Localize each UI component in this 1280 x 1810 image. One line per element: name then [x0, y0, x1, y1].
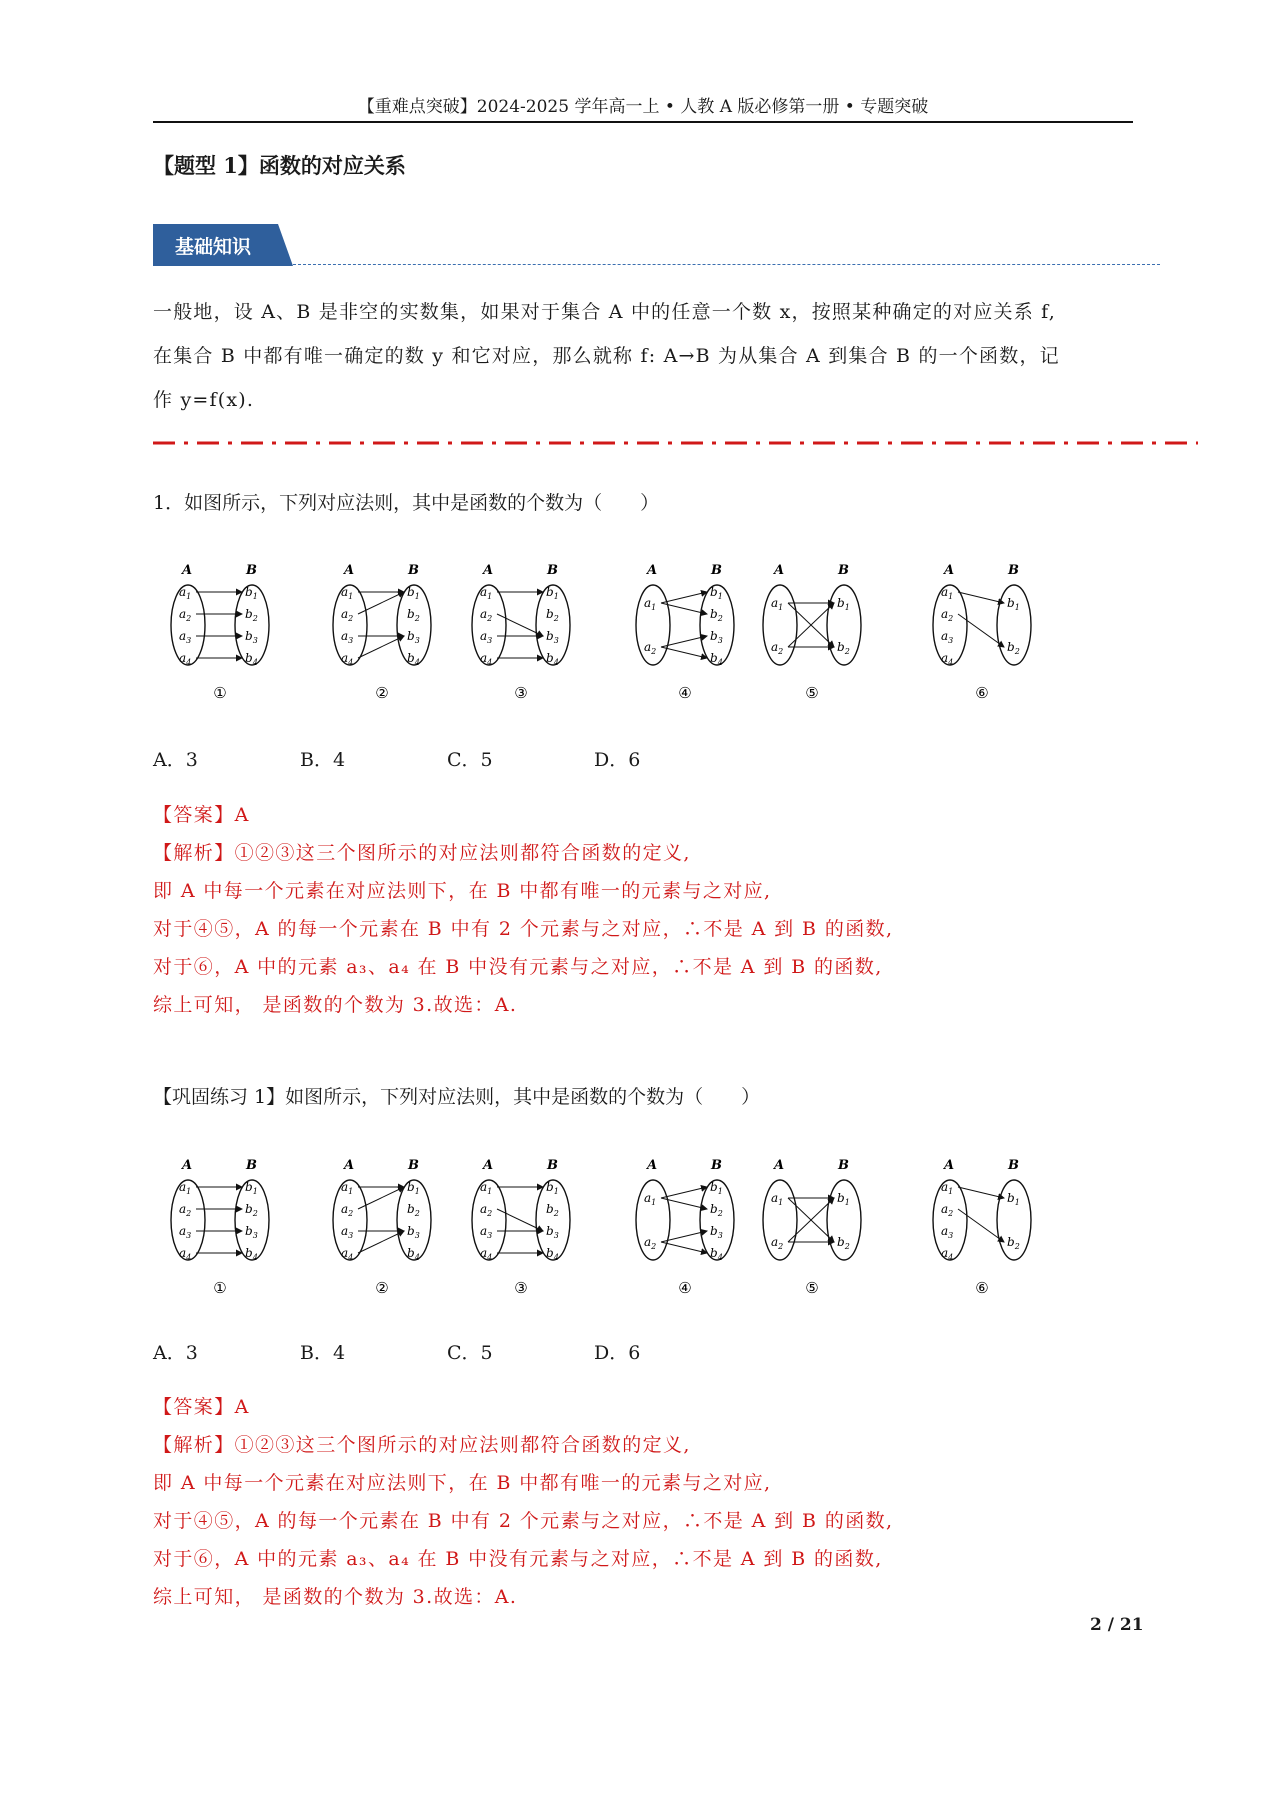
mapping-arrow	[958, 1187, 1004, 1198]
set-a-label: A	[774, 563, 785, 578]
option-c[interactable]: C．5	[447, 749, 493, 771]
element-a: $a_2$	[644, 640, 657, 656]
element-a: $a_3$	[480, 629, 493, 645]
section-title: 【题型 1】函数的对应关系	[153, 153, 406, 178]
basics-dashed-rule	[293, 264, 1160, 265]
element-a: $a_1$	[771, 1191, 784, 1207]
element-a: $a_2$	[480, 1202, 493, 1218]
element-a: $a_3$	[341, 629, 354, 645]
set-a-label: A	[483, 563, 494, 578]
element-b: $b_2$	[407, 607, 420, 623]
element-a: $a_2$	[941, 607, 954, 623]
diagram-label: ②	[375, 1279, 389, 1297]
mapping-arrow	[661, 1242, 707, 1253]
practice-1-analysis-1: 【解析】①②③这三个图所示的对应法则都符合函数的定义,	[153, 1434, 691, 1456]
element-a: $a_2$	[179, 1202, 192, 1218]
mapping-arrow	[958, 592, 1004, 603]
set-a-label: A	[647, 563, 658, 578]
q1-diagram-4	[625, 550, 755, 710]
element-a: $a_4$	[341, 1246, 354, 1262]
element-b: $b_3$	[407, 1224, 420, 1240]
element-a: $a_4$	[480, 651, 493, 667]
element-a: $a_3$	[341, 1224, 354, 1240]
element-b: $b_2$	[546, 607, 559, 623]
element-a: $a_1$	[644, 596, 657, 612]
diagram-label: ①	[213, 684, 227, 702]
element-b: $b_2$	[837, 1235, 850, 1251]
practice-1-analysis-4: 对于⑥，A 中的元素 a₃、a₄ 在 B 中没有元素与之对应，∴不是 A 到 B 的函数,	[153, 1548, 883, 1570]
option-b[interactable]: B．4	[300, 749, 346, 771]
element-b: $b_1$	[546, 1180, 559, 1196]
diagram-label: ③	[514, 684, 528, 702]
set-b-label: B	[547, 1158, 558, 1173]
practice-1-analysis-3: 对于④⑤，A 的每一个元素在 B 中有 2 个元素与之对应，∴不是 A 到 B 的函数,	[153, 1510, 894, 1532]
element-a: $a_2$	[480, 607, 493, 623]
set-a-label: A	[483, 1158, 494, 1173]
element-b: $b_1$	[407, 1180, 420, 1196]
q1-diagram-5	[752, 550, 882, 710]
set-a-label: A	[182, 1158, 193, 1173]
element-b: $b_1$	[245, 1180, 258, 1196]
set-b-label: B	[408, 1158, 419, 1173]
element-b: $b_2$	[546, 1202, 559, 1218]
element-b: $b_2$	[245, 1202, 258, 1218]
element-b: $b_2$	[710, 607, 723, 623]
element-a: $a_2$	[341, 1202, 354, 1218]
practice-1-answer: 【答案】A	[153, 1396, 250, 1418]
option-d[interactable]: D．6	[594, 1342, 641, 1364]
element-a: $a_2$	[771, 1235, 784, 1251]
set-a-label: A	[944, 1158, 955, 1173]
element-a: $a_1$	[341, 585, 354, 601]
set-b-label: B	[1008, 563, 1019, 578]
q1-diagram-1	[160, 550, 290, 710]
set-b-label: B	[711, 1158, 722, 1173]
element-a: $a_3$	[941, 1224, 954, 1240]
element-a: $a_1$	[179, 585, 192, 601]
p1-diagram-5	[752, 1145, 882, 1305]
question-1-analysis-5: 综上可知， 是函数的个数为 3.故选：A.	[153, 994, 518, 1016]
element-a: $a_1$	[771, 596, 784, 612]
question-1-options	[153, 745, 741, 772]
practice-1-diagrams	[0, 1145, 1280, 1305]
element-a: $a_4$	[941, 1246, 954, 1262]
element-a: $a_2$	[341, 607, 354, 623]
element-b: $b_2$	[407, 1202, 420, 1218]
p1-diagram-2	[322, 1145, 452, 1305]
q1-diagram-3	[461, 550, 591, 710]
set-b-label: B	[838, 563, 849, 578]
element-b: $b_1$	[1007, 1191, 1020, 1207]
practice-1-stem: 【巩固练习 1】如图所示，下列对应法则，其中是函数的个数为（ ）	[153, 1086, 761, 1108]
element-b: $b_2$	[837, 640, 850, 656]
set-b-label: B	[711, 563, 722, 578]
element-b: $b_4$	[546, 651, 559, 667]
element-a: $a_1$	[941, 585, 954, 601]
question-1-stem: 1．如图所示，下列对应法则，其中是函数的个数为（ ）	[153, 492, 660, 514]
element-a: $a_1$	[480, 1180, 493, 1196]
set-a-label: A	[647, 1158, 658, 1173]
element-b: $b_1$	[407, 585, 420, 601]
header-rule	[153, 121, 1133, 123]
diagram-label: ②	[375, 684, 389, 702]
element-a: $a_4$	[179, 1246, 192, 1262]
element-b: $b_4$	[407, 651, 420, 667]
mapping-arrow	[661, 1187, 707, 1198]
element-a: $a_1$	[941, 1180, 954, 1196]
element-b: $b_3$	[710, 1224, 723, 1240]
q1-diagram-2	[322, 550, 452, 710]
element-b: $b_2$	[1007, 1235, 1020, 1251]
diagram-label: ④	[678, 684, 692, 702]
set-a-label: A	[182, 563, 193, 578]
page-number: 2 / 21	[1090, 1615, 1144, 1635]
element-a: $a_1$	[179, 1180, 192, 1196]
element-b: $b_4$	[245, 651, 258, 667]
element-a: $a_4$	[341, 651, 354, 667]
element-a: $a_1$	[341, 1180, 354, 1196]
element-b: $b_2$	[245, 607, 258, 623]
p1-diagram-4	[625, 1145, 755, 1305]
element-b: $b_3$	[546, 1224, 559, 1240]
question-1-analysis-3: 对于④⑤，A 的每一个元素在 B 中有 2 个元素与之对应，∴不是 A 到 B 的函数,	[153, 918, 894, 940]
diagram-label: ⑤	[805, 684, 819, 702]
diagram-label: ①	[213, 1279, 227, 1297]
p1-diagram-1	[160, 1145, 290, 1305]
diagram-label: ⑥	[975, 684, 989, 702]
element-b: $b_4$	[546, 1246, 559, 1262]
element-b: $b_3$	[407, 629, 420, 645]
set-a-label: A	[774, 1158, 785, 1173]
p1-diagram-3	[461, 1145, 591, 1305]
basics-tab-label: 基础知识	[175, 236, 252, 258]
q1-diagram-6	[922, 550, 1052, 710]
definition-line-1: 一般地，设 A、B 是非空的实数集，如果对于集合 A 中的任意一个数 x，按照某种确定的对应关系 f,	[153, 301, 1056, 323]
practice-1-options	[153, 1338, 741, 1365]
element-a: $a_4$	[480, 1246, 493, 1262]
element-a: $a_1$	[480, 585, 493, 601]
element-b: $b_3$	[245, 629, 258, 645]
element-a: $a_3$	[179, 1224, 192, 1240]
set-a-label: A	[344, 1158, 355, 1173]
element-a: $a_2$	[644, 1235, 657, 1251]
option-b[interactable]: B．4	[300, 1342, 346, 1364]
element-a: $a_3$	[179, 629, 192, 645]
element-a: $a_3$	[941, 629, 954, 645]
element-b: $b_2$	[1007, 640, 1020, 656]
red-dash-divider	[153, 440, 1198, 446]
set-b-label: B	[1008, 1158, 1019, 1173]
question-1-analysis-4: 对于⑥，A 中的元素 a₃、a₄ 在 B 中没有元素与之对应，∴不是 A 到 B 的函数,	[153, 956, 883, 978]
practice-1-analysis-5: 综上可知， 是函数的个数为 3.故选：A.	[153, 1586, 518, 1608]
element-a: $a_4$	[179, 651, 192, 667]
element-a: $a_3$	[480, 1224, 493, 1240]
set-a-label: A	[344, 563, 355, 578]
element-a: $a_2$	[179, 607, 192, 623]
set-b-label: B	[838, 1158, 849, 1173]
set-b-label: B	[408, 563, 419, 578]
definition-line-3: 作 y=f(x).	[153, 389, 255, 411]
set-b-label: B	[547, 563, 558, 578]
set-b-label: B	[246, 1158, 257, 1173]
element-a: $a_1$	[644, 1191, 657, 1207]
option-d[interactable]: D．6	[594, 749, 641, 771]
element-b: $b_1$	[710, 1180, 723, 1196]
mapping-arrow	[661, 647, 707, 658]
element-a: $a_4$	[941, 651, 954, 667]
p1-diagram-6	[922, 1145, 1052, 1305]
set-a-label: A	[944, 563, 955, 578]
element-b: $b_1$	[837, 596, 850, 612]
diagram-label: ⑥	[975, 1279, 989, 1297]
option-a[interactable]: A．3	[153, 749, 198, 771]
mapping-arrow	[661, 592, 707, 603]
diagram-label: ④	[678, 1279, 692, 1297]
element-b: $b_1$	[710, 585, 723, 601]
element-a: $a_2$	[771, 640, 784, 656]
element-b: $b_3$	[546, 629, 559, 645]
option-c[interactable]: C．5	[447, 1342, 493, 1364]
element-b: $b_1$	[546, 585, 559, 601]
element-b: $b_3$	[245, 1224, 258, 1240]
element-b: $b_1$	[1007, 596, 1020, 612]
element-b: $b_3$	[710, 629, 723, 645]
option-a[interactable]: A．3	[153, 1342, 198, 1364]
page-header: 【重难点突破】2024-2025 学年高一上 • 人教 A 版必修第一册 • 专题突破	[357, 97, 929, 117]
element-b: $b_2$	[710, 1202, 723, 1218]
question-1-answer: 【答案】A	[153, 804, 250, 826]
element-b: $b_1$	[245, 585, 258, 601]
set-b-label: B	[246, 563, 257, 578]
element-b: $b_1$	[837, 1191, 850, 1207]
practice-1-analysis-2: 即 A 中每一个元素在对应法则下，在 B 中都有唯一的元素与之对应,	[153, 1472, 772, 1494]
element-b: $b_4$	[710, 1246, 723, 1262]
definition-line-2: 在集合 B 中都有唯一确定的数 y 和它对应，那么就称 f: A→B 为从集合 A 到集合 B 的一个函数，记	[153, 345, 1060, 367]
diagram-label: ③	[514, 1279, 528, 1297]
question-1-diagrams	[0, 550, 1280, 710]
element-b: $b_4$	[710, 651, 723, 667]
element-a: $a_2$	[941, 1202, 954, 1218]
diagram-label: ⑤	[805, 1279, 819, 1297]
element-b: $b_4$	[407, 1246, 420, 1262]
question-1-analysis-1: 【解析】①②③这三个图所示的对应法则都符合函数的定义,	[153, 842, 691, 864]
question-1-analysis-2: 即 A 中每一个元素在对应法则下，在 B 中都有唯一的元素与之对应,	[153, 880, 772, 902]
element-b: $b_4$	[245, 1246, 258, 1262]
